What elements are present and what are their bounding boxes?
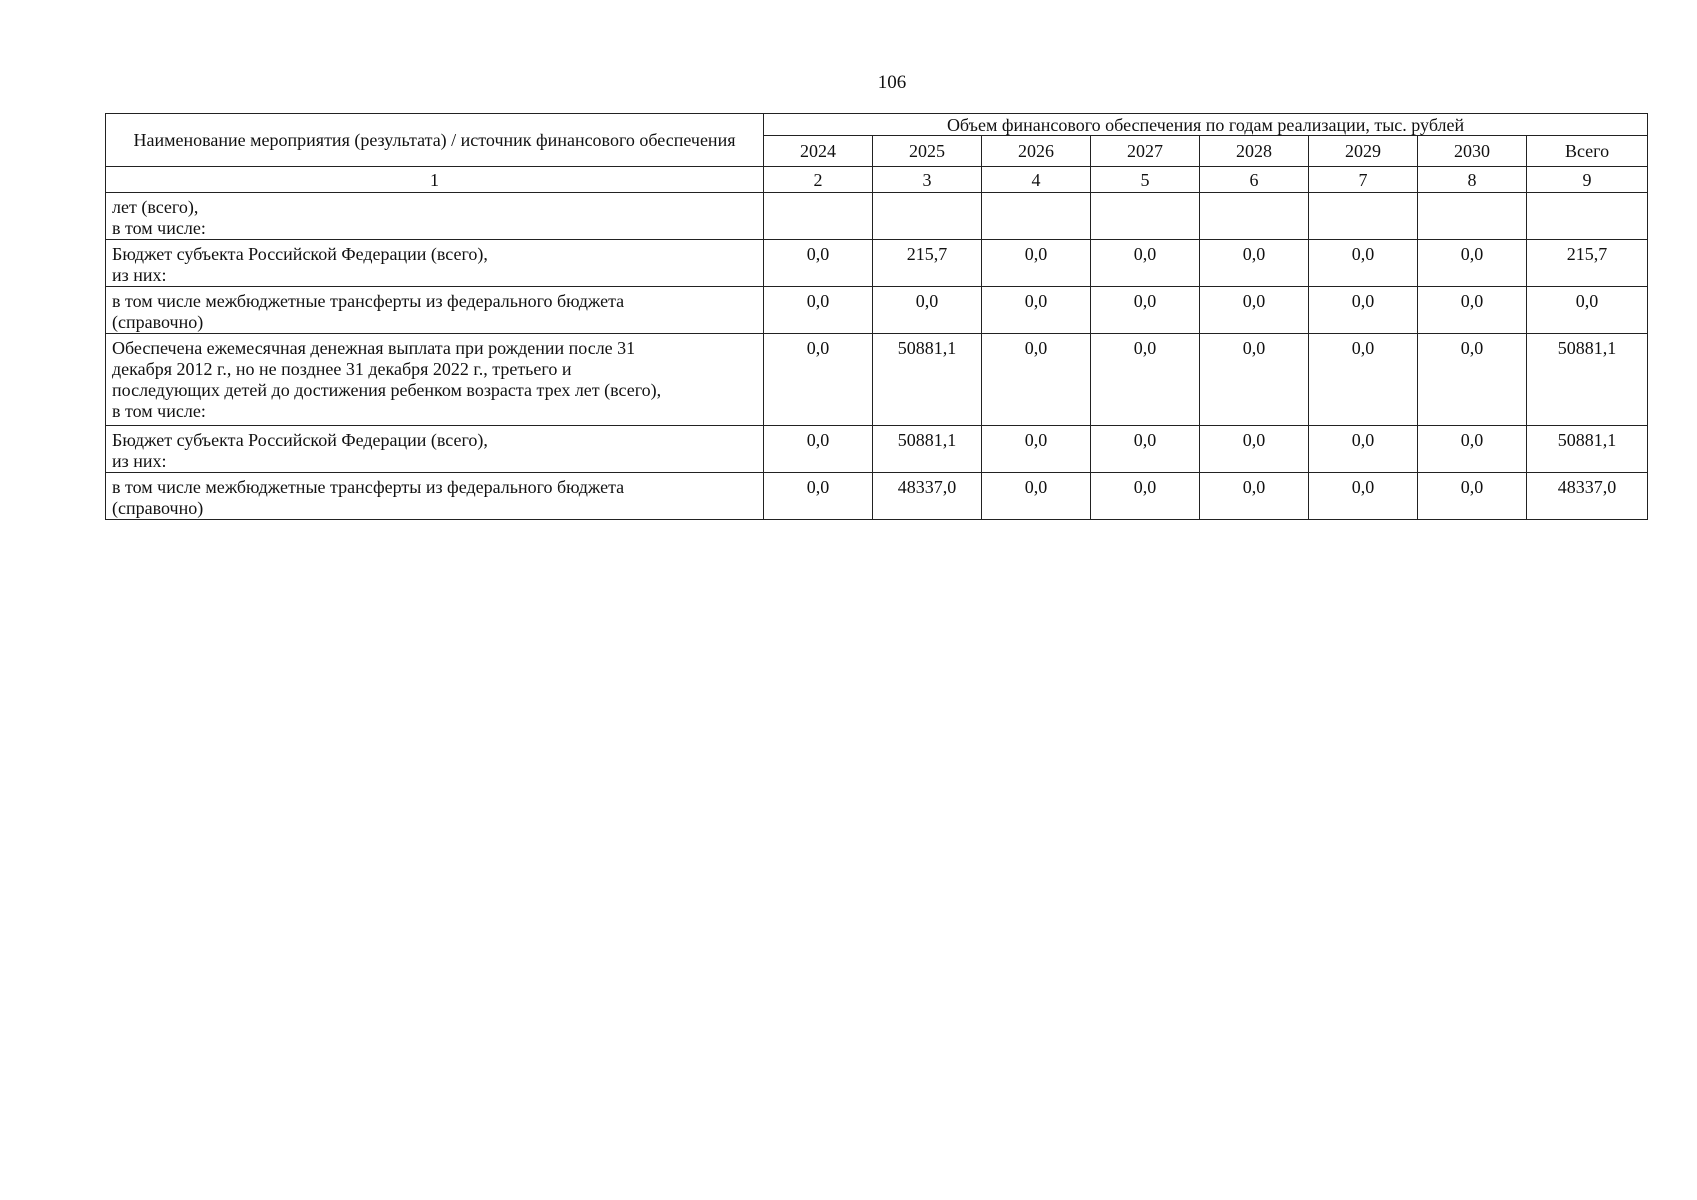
header-year-cell: 2026 bbox=[982, 136, 1091, 167]
value-cell bbox=[982, 193, 1091, 240]
value-cell bbox=[1418, 193, 1527, 240]
column-number-cell: 6 bbox=[1200, 167, 1309, 193]
value-cell: 0,0 bbox=[1309, 334, 1418, 426]
column-number-cell: 4 bbox=[982, 167, 1091, 193]
header-name-cell: Наименование мероприятия (результата) / источник финансового обеспечения bbox=[106, 114, 764, 167]
column-number-cell: 2 bbox=[764, 167, 873, 193]
value-cell: 0,0 bbox=[1200, 240, 1309, 287]
row-label-cell: Обеспечена ежемесячная денежная выплата при рождении после 31 декабря 2012 г., но не позднее 31 декабря 2022 г., третьего и последующих детей до достижения ребенком возраста трех лет (всего), в том числе: bbox=[106, 334, 764, 426]
value-cell: 0,0 bbox=[1091, 287, 1200, 334]
header-numbers-row bbox=[106, 167, 1648, 193]
table-row bbox=[106, 334, 1648, 426]
value-cell bbox=[1200, 193, 1309, 240]
value-cell: 0,0 bbox=[982, 426, 1091, 473]
header-year-cell: 2024 bbox=[764, 136, 873, 167]
header-year-cell: 2029 bbox=[1309, 136, 1418, 167]
table-row bbox=[106, 473, 1648, 520]
value-cell: 0,0 bbox=[873, 287, 982, 334]
value-cell bbox=[873, 193, 982, 240]
value-cell: 0,0 bbox=[1418, 287, 1527, 334]
total-cell bbox=[1527, 193, 1648, 240]
financing-table bbox=[105, 113, 1648, 520]
column-number-cell: 9 bbox=[1527, 167, 1648, 193]
value-cell: 0,0 bbox=[1309, 240, 1418, 287]
header-total-cell: Всего bbox=[1527, 136, 1648, 167]
header-year-cell: 2027 bbox=[1091, 136, 1200, 167]
value-cell: 0,0 bbox=[1418, 334, 1527, 426]
column-number-cell: 1 bbox=[106, 167, 764, 193]
value-cell: 0,0 bbox=[764, 287, 873, 334]
value-cell: 0,0 bbox=[1309, 426, 1418, 473]
column-number-cell: 5 bbox=[1091, 167, 1200, 193]
table-row bbox=[106, 193, 1648, 240]
value-cell: 0,0 bbox=[1309, 473, 1418, 520]
value-cell: 0,0 bbox=[1200, 334, 1309, 426]
row-label-cell: Бюджет субъекта Российской Федерации (всего), из них: bbox=[106, 240, 764, 287]
header-year-cell: 2025 bbox=[873, 136, 982, 167]
value-cell: 0,0 bbox=[764, 426, 873, 473]
value-cell: 0,0 bbox=[1200, 426, 1309, 473]
value-cell: 0,0 bbox=[982, 240, 1091, 287]
value-cell: 0,0 bbox=[1418, 473, 1527, 520]
value-cell: 0,0 bbox=[982, 287, 1091, 334]
value-cell: 50881,1 bbox=[873, 426, 982, 473]
column-number-cell: 3 bbox=[873, 167, 982, 193]
value-cell: 0,0 bbox=[1200, 287, 1309, 334]
value-cell: 0,0 bbox=[1091, 334, 1200, 426]
table-row bbox=[106, 287, 1648, 334]
table-row bbox=[106, 240, 1648, 287]
value-cell: 215,7 bbox=[873, 240, 982, 287]
value-cell: 0,0 bbox=[982, 334, 1091, 426]
header-year-cell: 2030 bbox=[1418, 136, 1527, 167]
header-group-cell: Объем финансового обеспечения по годам реализации, тыс. рублей bbox=[764, 114, 1648, 136]
column-number-cell: 7 bbox=[1309, 167, 1418, 193]
value-cell: 0,0 bbox=[1091, 240, 1200, 287]
total-cell: 215,7 bbox=[1527, 240, 1648, 287]
value-cell: 0,0 bbox=[1200, 473, 1309, 520]
page-number: 106 bbox=[877, 72, 907, 93]
value-cell: 0,0 bbox=[1418, 426, 1527, 473]
value-cell bbox=[1309, 193, 1418, 240]
table-row bbox=[106, 426, 1648, 473]
header-year-cell: 2028 bbox=[1200, 136, 1309, 167]
value-cell: 48337,0 bbox=[873, 473, 982, 520]
total-cell: 0,0 bbox=[1527, 287, 1648, 334]
total-cell: 50881,1 bbox=[1527, 426, 1648, 473]
value-cell: 0,0 bbox=[1091, 426, 1200, 473]
value-cell: 0,0 bbox=[764, 473, 873, 520]
value-cell: 50881,1 bbox=[873, 334, 982, 426]
total-cell: 48337,0 bbox=[1527, 473, 1648, 520]
row-label-cell: Бюджет субъекта Российской Федерации (всего), из них: bbox=[106, 426, 764, 473]
value-cell: 0,0 bbox=[1091, 473, 1200, 520]
value-cell: 0,0 bbox=[764, 240, 873, 287]
row-label-cell: лет (всего), в том числе: bbox=[106, 193, 764, 240]
value-cell: 0,0 bbox=[1418, 240, 1527, 287]
value-cell bbox=[1091, 193, 1200, 240]
value-cell: 0,0 bbox=[1309, 287, 1418, 334]
value-cell bbox=[764, 193, 873, 240]
row-label-cell: в том числе межбюджетные трансферты из федерального бюджета (справочно) bbox=[106, 287, 764, 334]
row-label-cell: в том числе межбюджетные трансферты из федерального бюджета (справочно) bbox=[106, 473, 764, 520]
column-number-cell: 8 bbox=[1418, 167, 1527, 193]
total-cell: 50881,1 bbox=[1527, 334, 1648, 426]
value-cell: 0,0 bbox=[982, 473, 1091, 520]
value-cell: 0,0 bbox=[764, 334, 873, 426]
